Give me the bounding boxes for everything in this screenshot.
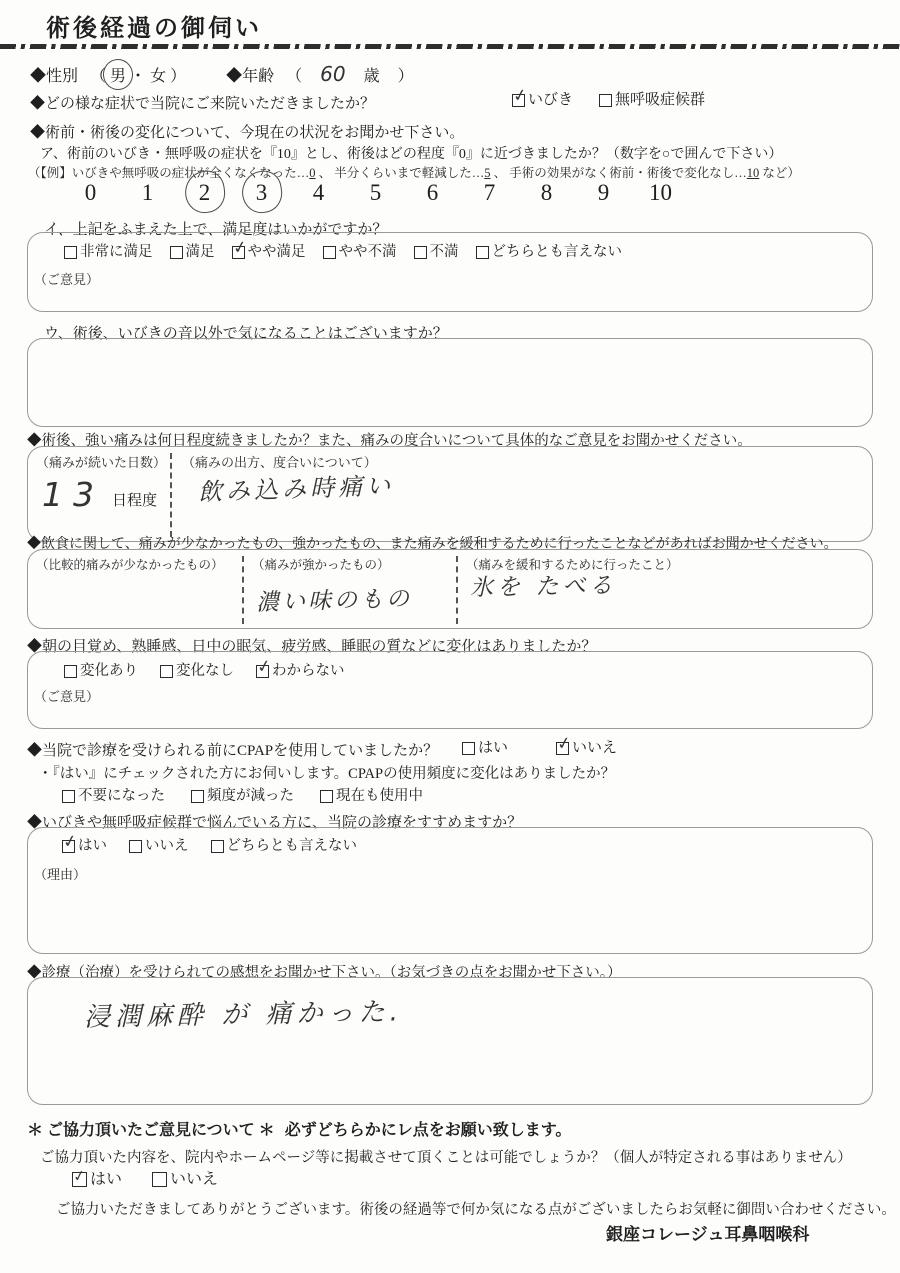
checkbox-neither[interactable] [476,240,623,261]
change-section-header: ◆術前・術後の変化について、今現在の状況をお聞かせ下さい。 [30,125,465,141]
handwritten-circle [101,58,134,92]
dash-dot-divider [0,44,900,49]
checkbox-label: どちらとも言えない [226,838,357,854]
checkbox-cpap-yes[interactable] [462,736,508,757]
example-text: 、 手術の効果がなく術前・術後で変化なし… [490,166,747,180]
checkbox-consent-yes[interactable] [72,1166,122,1189]
scale-number-4[interactable] [290,180,347,206]
column-divider [170,453,172,537]
checkbox-label: 頻度が減った [207,788,294,804]
checkbox-change-yes[interactable] [64,659,138,680]
paren: ） [397,68,414,85]
checkbox-square [211,840,224,853]
food-col3-label: （痛みを緩和するために行ったこと） [466,558,679,572]
checkbox-label: 不満 [429,244,459,260]
satisfaction-question: イ、上記をふまえた上で、満足度はいかがですか？ [44,222,388,238]
consent-question: ご協力頂いた内容を、院内やホームページ等に掲載させて頂くことは可能でしょうか？（個人が特定される事はありません） [40,1150,852,1166]
impressions-box[interactable] [27,977,873,1105]
checkbox-consent-no[interactable] [152,1166,218,1189]
checkbox-somewhat-satisfied[interactable] [230,236,306,261]
pain-days-unit: 日程度 [112,493,158,509]
impressions-value-handwritten: 浸潤麻酔 が 痛かった. [83,997,404,1033]
pain-box[interactable] [27,446,873,542]
example-anchor-10: 10 [746,166,760,180]
checkbox-apnea[interactable] [599,88,705,109]
checkbox-square [320,790,333,803]
checkbox-change-no[interactable] [160,659,234,680]
scale-question: ア、術前のいびき・無呼吸の症状を『10』とし、術後はどの程度『0』に近づきましたか？（数字を○で囲んで下さい） [40,147,783,162]
scale-number-7[interactable] [461,180,518,206]
sleep-box[interactable] [27,651,873,729]
checkbox-label: 変化あり [80,663,138,679]
check-mark-icon: ✓ [61,830,79,854]
paren: ） [170,68,187,85]
paren: （ [286,68,303,85]
food-section-header: ◆飲食に関して、痛みが少なかったもの、強かったもの、また痛みを緩和するために行ったことなどがあればお聞かせください。 [27,537,838,552]
example-anchor-0: 0 [309,166,316,180]
pain-section-header: ◆術後、強い痛みは何日程度続きましたか？また、痛みの度合いについて具体的なご意見をお聞かせください。 [27,433,752,449]
thanks-text: ご協力いただきましてありがとうございます。術後の経過等で何か気になる点がございましたらお気軽に御問い合わせください。 [56,1202,896,1218]
clinic-name: 銀座コレージュ耳鼻咽喉科 [606,1225,810,1244]
scale-number-text: 8 [540,180,553,205]
scale-number-3[interactable] [233,180,290,206]
pain-days-value-handwritten: 13 [42,475,104,514]
checkbox-square [160,665,173,678]
checkbox-dissatisfied[interactable] [414,240,459,261]
checkbox-square [462,742,475,755]
checkbox-label: いびき [528,92,574,108]
scale-number-0[interactable] [62,180,119,206]
check-mark-icon: ✓ [555,732,573,756]
scale-number-8[interactable] [518,180,575,206]
checkbox-square [230,236,249,260]
scale-number-1[interactable] [119,180,176,206]
gender-field [90,63,186,86]
checkbox-very-satisfied[interactable] [64,240,153,261]
pain-detail-label: （痛みの出方、度合いについて） [182,455,377,470]
checkbox-cpap-unneeded[interactable] [62,784,165,805]
food-col3-value-handwritten: 氷を たべる [469,572,617,602]
gender-option-female[interactable]: 女 [150,68,167,85]
cpap-followup-question: ・『はい』にチェックされた方にお伺いします。CPAPの使用頻度に変化はありましたか？ [38,766,616,782]
checkbox-label: いいえ [170,1171,219,1188]
checkbox-label: わからない [272,663,345,679]
other-concerns-box[interactable] [27,338,873,427]
checkbox-square [62,790,75,803]
scale-number-2[interactable] [176,180,233,206]
opinion-label: （ご意見） [34,689,100,704]
checkbox-label: はい [78,838,107,854]
pain-days-label: （痛みが続いた日数） [36,455,167,470]
scale-number-text: 9 [597,180,610,205]
gender-male-text: 男 [110,68,127,85]
scale-number-text: 0 [84,180,97,205]
checkbox-label: 現在も使用中 [336,788,423,804]
recommend-question: ◆いびきや無呼吸症候群で悩んでいる方に、当院の診療をすすめますか？ [27,815,523,831]
example-text: 、 半分くらいまで軽減した… [315,166,485,180]
scale-number-text: 6 [426,180,439,205]
scale-number-10[interactable] [632,180,689,206]
recommend-box[interactable] [27,827,873,954]
checkbox-label: やや満足 [247,244,306,260]
checkbox-square [170,246,183,259]
checkbox-square [64,246,77,259]
food-col2-value-handwritten: 濃い味のもの [255,585,413,617]
checkbox-recommend-no[interactable] [129,834,189,855]
check-mark-icon: ✓ [511,84,529,108]
checkbox-recommend-yes[interactable] [61,830,107,855]
checkbox-square [71,1166,88,1187]
checkbox-square [129,840,142,853]
checkbox-label: いいえ [572,740,618,756]
example-text: （【例】いびきや無呼吸の症状が全くなくなった… [28,166,310,180]
checkbox-change-unknown[interactable] [255,655,345,680]
cpap-question: ◆当院で診療を受けられる前にCPAPを使用していましたか？ [27,743,439,759]
example-text: など） [759,166,800,180]
paren: （ [90,68,107,85]
checkbox-label: はい [478,740,509,756]
page-title: 術後経過の御伺い [46,16,262,42]
gender-label: ◆性別 [30,68,79,85]
checkbox-square [61,830,79,854]
sleep-section-header: ◆朝の目覚め、熟睡感、日中の眠気、疲労感、睡眠の質などに変化はありましたか？ [27,639,597,655]
checkbox-square [64,665,77,678]
column-divider [456,556,458,624]
checkbox-cpap-reduced[interactable] [191,784,294,805]
scale-number-6[interactable] [404,180,461,206]
scale-number-text: 3 [255,180,268,205]
checkbox-somewhat-dissatisfied[interactable] [323,240,397,261]
scale-number-text: 5 [369,180,382,205]
scale-number-text: 1 [141,180,154,205]
age-label: ◆年齢 [226,68,275,85]
checkbox-snoring[interactable] [511,84,574,109]
gender-option-male[interactable] [110,63,126,86]
scale-number-text: 10 [649,180,672,205]
pain-detail-value-handwritten: 飲み込み時痛い [197,471,395,507]
check-mark-icon: ✓ [255,655,273,679]
checkbox-satisfied[interactable] [170,240,215,261]
satisfaction-opinion-box[interactable] [27,232,873,312]
opinion-label: （ご意見） [34,272,100,287]
scale-example [28,163,800,181]
age-unit: 歳 [363,68,380,85]
checkbox-label: はい [90,1171,123,1188]
scale-number-text: 7 [483,180,496,205]
food-col1-label: （比較的痛みが少なかったもの） [36,558,224,572]
checkbox-square [511,84,529,108]
checkbox-square [255,655,273,679]
checkbox-cpap-still-using[interactable] [320,784,423,805]
age-field[interactable] [286,62,414,86]
column-divider [242,556,244,624]
scale-number-text: 2 [198,180,211,205]
checkbox-label: 無呼吸症候群 [615,92,706,108]
age-value-handwritten: 60 [320,62,346,86]
separator: ・ [130,68,147,85]
symptom-question: ◆どの様な症状で当院にご来院いただきましたか？ [30,96,376,112]
checkbox-square [599,94,612,107]
checkbox-label: いいえ [145,838,189,854]
checkbox-square [555,732,573,756]
scale-number-5[interactable] [347,180,404,206]
reason-label: （理由） [34,867,87,882]
footer-notice-intro: ＊ ご協力頂いたご意見について ＊ [27,1122,275,1139]
footer-notice-emphasis: 必ずどちらかにレ点をお願い致します。 [284,1122,572,1139]
scale-number-text: 4 [312,180,325,205]
checkbox-label: 非常に満足 [80,244,153,260]
checkbox-label: 不要になった [78,788,165,804]
impressions-header: ◆診療（治療）を受けられての感想をお聞かせ下さい。（お気づきの点をお聞かせ下さい。） [27,965,622,981]
other-concerns-question: ウ、術後、いびきの音以外で気になることはございますか？ [44,326,448,342]
scale-number-9[interactable] [575,180,632,206]
rating-scale [62,180,689,206]
checkbox-square [152,1172,167,1187]
checkbox-label: やや不満 [338,244,397,260]
check-mark-icon: ✓ [71,1166,88,1186]
check-mark-icon: ✓ [230,236,249,260]
checkbox-cpap-no[interactable] [555,732,618,757]
example-anchor-5: 5 [484,166,491,180]
checkbox-square [476,246,489,259]
checkbox-square [414,246,427,259]
checkbox-label: 変化なし [176,663,234,679]
food-box[interactable] [27,549,873,629]
food-col2-label: （痛みが強かったもの） [252,558,390,572]
checkbox-label: どちらとも言えない [491,244,622,260]
checkbox-label: 満足 [185,244,215,260]
checkbox-recommend-neither[interactable] [211,834,358,855]
checkbox-square [323,246,336,259]
checkbox-square [191,790,204,803]
